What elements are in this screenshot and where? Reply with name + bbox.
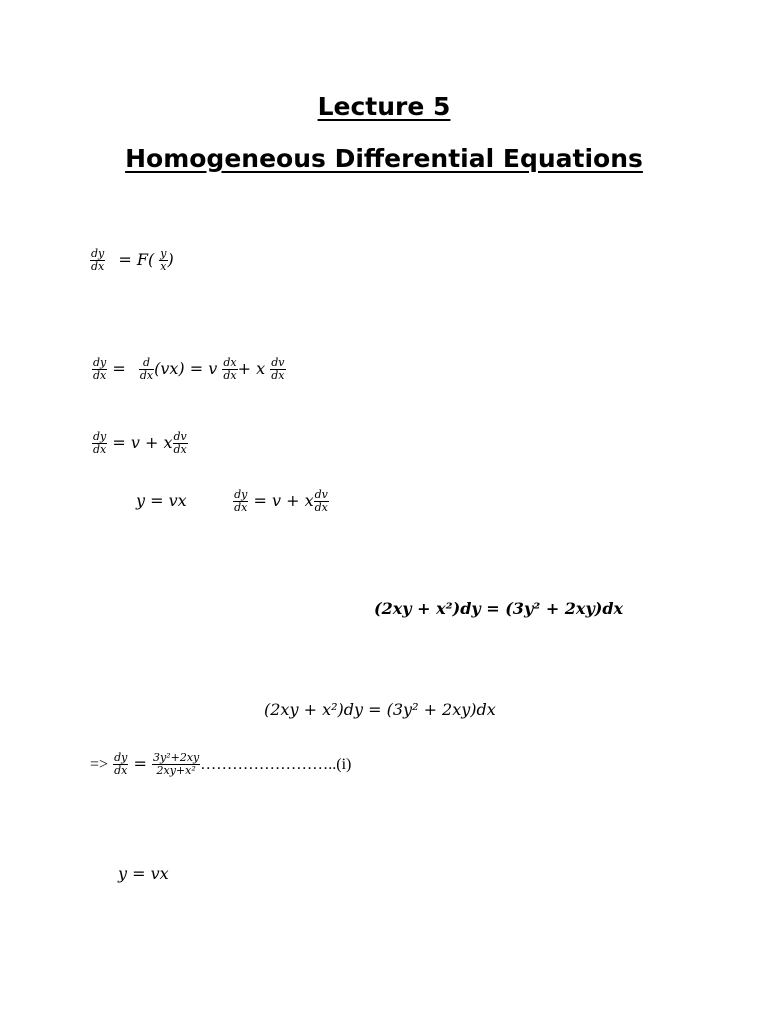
- equation-homogeneous-form: [90, 248, 174, 273]
- fraction: $\frac{dy}{dx}$: [93, 356, 107, 383]
- fraction: $\frac{dv}{dx}$: [173, 430, 187, 457]
- fraction: $\frac{dy}{dx}$: [234, 488, 248, 515]
- equation-text: ): [167, 250, 174, 270]
- lecture-subtitle: Homogeneous Differential Equations: [125, 144, 643, 173]
- equation-text: y = vx: [136, 491, 187, 511]
- fraction-y-x: $\frac{y}{x}$: [160, 247, 167, 274]
- equation-label: ……………………..(i): [200, 756, 352, 774]
- equation-derivative-vx: [92, 357, 286, 382]
- implies-arrow: =>: [90, 756, 109, 774]
- equation-text: = v + x: [253, 491, 314, 511]
- equation-example-bold: (2xy + x²)dy = (3y² + 2xy)dx: [374, 599, 624, 618]
- fraction: $\frac{\text{3y²+2xy}}{\text{2xy+x²}}$: [153, 751, 200, 778]
- equation-substitution-final: y = vx: [118, 864, 169, 883]
- equation-text: = v + x: [112, 433, 173, 453]
- equation-text: =: [133, 754, 147, 774]
- fraction: $\frac{dv}{dx}$: [271, 356, 285, 383]
- fraction-dy-dx: $\frac{dy}{dx}$: [91, 247, 105, 274]
- equation-text: = F(: [118, 250, 155, 270]
- equation-text: =: [112, 359, 126, 379]
- equation-dy-dx-v: [92, 431, 188, 456]
- equation-substitution: [136, 489, 329, 514]
- fraction: $\frac{dy}{dx}$: [114, 751, 128, 778]
- fraction: $\frac{dv}{dx}$: [314, 488, 328, 515]
- fraction: $\frac{dx}{dx}$: [223, 356, 237, 383]
- fraction: $\frac{dy}{dx}$: [93, 430, 107, 457]
- equation-rearranged: [90, 752, 351, 777]
- equation-example: (2xy + x²)dy = (3y² + 2xy)dx: [264, 700, 496, 719]
- equation-text: (vx) = v: [154, 359, 218, 379]
- fraction: $\frac{d}{dx}$: [139, 356, 154, 383]
- equation-text: + x: [237, 359, 266, 379]
- lecture-title: Lecture 5: [317, 92, 451, 121]
